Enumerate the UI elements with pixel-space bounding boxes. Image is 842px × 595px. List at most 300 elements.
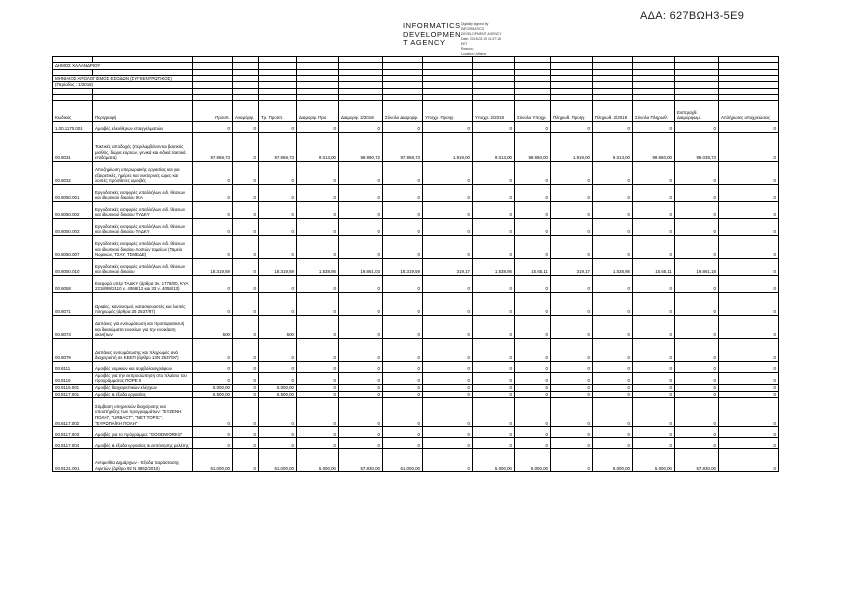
row-value: 0 xyxy=(259,338,297,361)
row-value: 99.950,00 xyxy=(515,132,551,161)
row-value: 0 xyxy=(593,398,633,427)
row-value: 0 xyxy=(633,361,675,372)
row-value: 0 xyxy=(193,201,233,218)
row-value: 0 xyxy=(593,184,633,201)
row-value: 0 xyxy=(633,218,675,235)
row-value: 0 xyxy=(473,218,515,235)
row-value: 0 xyxy=(633,427,675,438)
row-code: 00.8050.003 xyxy=(53,218,93,235)
row-code: 00.8117.002 xyxy=(53,398,93,427)
row-value: 0 xyxy=(193,275,233,292)
row-value: 0 xyxy=(473,201,515,218)
row-value: 5.000,00 xyxy=(297,449,339,472)
row-value: 97.958,73 xyxy=(193,132,233,161)
ada-code: ΑΔΑ: 627ΒΩΗ3-5Ε9 xyxy=(640,10,745,22)
row-value: 0 xyxy=(675,292,719,315)
row-value: 57.830,00 xyxy=(339,449,383,472)
row-value: 0 xyxy=(593,292,633,315)
row-value: 99.038,73 xyxy=(675,132,719,161)
row-value: 0 xyxy=(719,258,779,275)
row-value: 0 xyxy=(193,161,233,184)
row-value: 0 xyxy=(593,361,633,372)
row-value: 0 xyxy=(297,184,339,201)
col-header: Απλήρωτες υποχρεώσεις xyxy=(719,100,779,121)
row-value: 0 xyxy=(193,338,233,361)
row-value: 0 xyxy=(233,201,259,218)
signature-line: Date: 2018.03.19 11:37:18 xyxy=(461,37,501,41)
row-value: 0 xyxy=(423,391,473,398)
row-value: 0 xyxy=(339,338,383,361)
row-description: Εργοδοτικές εισφορές υπαλλήλων ειδ. θέσεων και ιδιωτικού δικαίου xyxy=(93,258,193,275)
row-value: 0 xyxy=(233,438,259,449)
row-value: 0 xyxy=(675,338,719,361)
signature-line: Location: Athens xyxy=(461,52,487,56)
row-value: 0 xyxy=(719,361,779,372)
row-value: 0 xyxy=(719,184,779,201)
row-value: 0 xyxy=(233,398,259,427)
row-value: 0 xyxy=(259,201,297,218)
row-value: 0 xyxy=(633,372,675,384)
row-code: 00.8050.001 xyxy=(53,184,93,201)
row-value: 0 xyxy=(423,315,473,338)
budget-table xyxy=(52,56,779,472)
row-description: Αμοιβές διαχειριστικών ελέγχων xyxy=(93,384,193,391)
table-row xyxy=(53,372,779,384)
col-header: Προϋπ. xyxy=(193,100,233,121)
row-description: Δαπάνες ενσωμάτωσης και πληρωμές ανά διαχειριστή σε ΚΕΕΠ (άρθρο 13Ν 2537/97) xyxy=(93,338,193,361)
row-value: 0 xyxy=(193,361,233,372)
row-value: 0 xyxy=(423,292,473,315)
table-row xyxy=(53,427,779,438)
row-code: 00.8117.001 xyxy=(53,391,93,398)
row-value: 0 xyxy=(551,449,593,472)
row-value: 0 xyxy=(515,391,551,398)
table-row xyxy=(53,218,779,235)
row-value: 0 xyxy=(593,235,633,258)
row-value: 0 xyxy=(719,275,779,292)
row-value: 0 xyxy=(233,384,259,391)
row-value: 0 xyxy=(423,372,473,384)
org-row xyxy=(53,63,779,70)
row-value: 0 xyxy=(339,361,383,372)
row-value: 0 xyxy=(259,361,297,372)
row-value: 0 xyxy=(675,427,719,438)
row-value: 0 xyxy=(633,438,675,449)
col-header: Διαμορφ. Προ xyxy=(297,100,339,121)
row-value: 0 xyxy=(551,184,593,201)
table-row xyxy=(53,361,779,372)
row-value: 0 xyxy=(719,438,779,449)
row-code: 00.8058 xyxy=(53,275,93,292)
row-value: 19.861,03 xyxy=(339,258,383,275)
row-description: Αμοιβές & έξοδα εργασίας xyxy=(93,391,193,398)
row-value: 0 xyxy=(633,184,675,201)
row-value: 0 xyxy=(233,184,259,201)
col-header: Εισπραχθ. Διαμορφωμ. xyxy=(675,100,719,121)
row-value: 0 xyxy=(633,398,675,427)
row-value: 15.65,11 xyxy=(633,258,675,275)
row-description: Δαπάνες για ενσωμάτωση και προπαρασκευή και δικαιώματα ενοικίων για την ενοικίαση ακινήτων xyxy=(93,315,193,338)
row-value: 0 xyxy=(423,121,473,132)
row-value: 0 xyxy=(719,121,779,132)
row-value: 0 xyxy=(473,161,515,184)
row-value: 0 xyxy=(515,398,551,427)
row-value: 0 xyxy=(233,427,259,438)
row-value: 0 xyxy=(551,427,593,438)
row-value: 0 xyxy=(473,384,515,391)
row-value: 0 xyxy=(339,218,383,235)
row-value: 0 xyxy=(297,398,339,427)
row-value: 0 xyxy=(383,398,423,427)
col-header: Πληρωθ. 2/2018 xyxy=(593,100,633,121)
table-row xyxy=(53,449,779,472)
row-value: 5.500,00 xyxy=(193,391,233,398)
row-value: 0 xyxy=(259,161,297,184)
row-value: 0 xyxy=(233,391,259,398)
row-value: 0 xyxy=(193,235,233,258)
row-value: 19.861,18 xyxy=(675,258,719,275)
row-value: 5.500,00 xyxy=(259,391,297,398)
row-value: 0 xyxy=(719,384,779,391)
row-value: 0 xyxy=(297,235,339,258)
row-value: 0 xyxy=(383,275,423,292)
row-value: 0 xyxy=(193,427,233,438)
row-value: 500 xyxy=(193,315,233,338)
row-value: 0 xyxy=(339,384,383,391)
row-value: 0 xyxy=(515,184,551,201)
row-value: 18.319,59 xyxy=(383,258,423,275)
table-row xyxy=(53,398,779,427)
row-value: 0 xyxy=(593,315,633,338)
row-value: 0 xyxy=(423,201,473,218)
table-row xyxy=(53,201,779,218)
row-value: 319,17 xyxy=(423,258,473,275)
agency-line: INFORMATICS xyxy=(403,21,461,30)
row-value: 0 xyxy=(423,384,473,391)
header-row xyxy=(53,100,779,121)
row-code: 00.8079 xyxy=(53,338,93,361)
row-value: 9.013,00 xyxy=(297,132,339,161)
row-value: 0 xyxy=(259,438,297,449)
table-row xyxy=(53,132,779,161)
row-value: 0 xyxy=(551,398,593,427)
row-value: 0 xyxy=(297,438,339,449)
row-value: 0 xyxy=(383,438,423,449)
row-value: 0 xyxy=(297,275,339,292)
row-value: 0 xyxy=(259,218,297,235)
row-value: 0 xyxy=(473,184,515,201)
row-value: 0 xyxy=(551,161,593,184)
row-value: 0 xyxy=(423,449,473,472)
row-value: 0 xyxy=(593,201,633,218)
row-value: 0 xyxy=(593,338,633,361)
signature-line: Reason: xyxy=(461,47,474,51)
row-value: 0 xyxy=(193,292,233,315)
row-value: 0 xyxy=(339,121,383,132)
signature-line: DEVELOPMENT AGENCY xyxy=(461,32,502,36)
row-value: 0 xyxy=(233,338,259,361)
row-value: 0 xyxy=(339,184,383,201)
row-value: 0 xyxy=(515,201,551,218)
row-value: 0 xyxy=(719,201,779,218)
row-value: 0 xyxy=(383,391,423,398)
row-value: 0 xyxy=(675,218,719,235)
row-value: 0 xyxy=(423,438,473,449)
row-value: 0 xyxy=(719,449,779,472)
row-value: 0 xyxy=(233,315,259,338)
row-value: 0 xyxy=(233,449,259,472)
table-row xyxy=(53,384,779,391)
row-value: 0 xyxy=(675,315,719,338)
row-value: 0 xyxy=(551,391,593,398)
row-description: Αμοιβές για την εκπροσώπηση στο πλαίσιο του προγράμματος ΠΟΡΕ ΙΙ xyxy=(93,372,193,384)
row-value: 0 xyxy=(383,292,423,315)
row-description: Σύμβαση υπηρεσιών διαχείρισης και υποστήριξης των προγραμμάτων: "ΕΥΖΕΝΗ ΠΟΛΗ", "URBACT", "NET TOPIC", "ΕΥΡΩΠΑΪΚΗ ΠΟΛΗ" xyxy=(93,398,193,427)
row-value: 61.000,00 xyxy=(383,449,423,472)
row-value: 15.65,11 xyxy=(515,258,551,275)
row-value: 0 xyxy=(515,338,551,361)
row-value: 0 xyxy=(297,161,339,184)
row-value: 0 xyxy=(633,384,675,391)
row-value: 0 xyxy=(593,384,633,391)
row-value: 0 xyxy=(593,218,633,235)
row-value: 0 xyxy=(551,438,593,449)
row-value: 0 xyxy=(339,315,383,338)
row-value: 0 xyxy=(297,201,339,218)
col-header: Πληρωθ. Προηγ. xyxy=(551,100,593,121)
row-value: 0 xyxy=(297,372,339,384)
row-value: 0 xyxy=(423,361,473,372)
row-value: 0 xyxy=(593,438,633,449)
row-value: 0 xyxy=(383,372,423,384)
row-code: 00.8115.001 xyxy=(53,384,93,391)
row-value: 0 xyxy=(551,235,593,258)
row-value: 1.538,95 xyxy=(593,258,633,275)
row-value: 0 xyxy=(675,391,719,398)
row-value: 0 xyxy=(719,372,779,384)
row-value: 0 xyxy=(675,201,719,218)
row-value: 0 xyxy=(383,361,423,372)
report-period: (Περίοδος : 1/2018) xyxy=(53,82,193,89)
row-value: 0 xyxy=(719,338,779,361)
row-value: 0 xyxy=(339,398,383,427)
row-value: 99.990,72 xyxy=(339,132,383,161)
row-value: 0 xyxy=(719,427,779,438)
row-value: 0 xyxy=(593,275,633,292)
row-value: 0 xyxy=(719,132,779,161)
row-description: Εισφορά υπέρ ΤΑΔΚΥ (άρθρα 3ν. 1778/00, ΚΥΑ 2218/99/2110 ν. 4068/12 και 33 ν. 4058/13) xyxy=(93,275,193,292)
table-row xyxy=(53,315,779,338)
table-row xyxy=(53,438,779,449)
row-value: 0 xyxy=(233,275,259,292)
row-value: 0 xyxy=(473,235,515,258)
row-value: 0 xyxy=(515,275,551,292)
col-header: Διαμορφ. 2/2018 xyxy=(339,100,383,121)
row-value: 0 xyxy=(551,201,593,218)
row-code: 00.8111 xyxy=(53,361,93,372)
row-value: 0 xyxy=(233,218,259,235)
row-value: 0 xyxy=(259,121,297,132)
row-value: 0 xyxy=(233,132,259,161)
row-value: 0 xyxy=(515,121,551,132)
row-value: 0 xyxy=(423,184,473,201)
row-value: 0 xyxy=(675,184,719,201)
row-code: 00.8121.001 xyxy=(53,449,93,472)
col-header: Τρ. Προϋπ. xyxy=(259,100,297,121)
row-value: 1.538,95 xyxy=(473,258,515,275)
row-value: 0 xyxy=(383,235,423,258)
row-value: 5.000,00 xyxy=(259,384,297,391)
row-value: 0 xyxy=(633,391,675,398)
row-value: 0 xyxy=(675,361,719,372)
row-value: 0 xyxy=(473,361,515,372)
col-header: Αναμόρφ. xyxy=(233,100,259,121)
row-value: 0 xyxy=(259,235,297,258)
row-value: 5.000,00 xyxy=(593,449,633,472)
row-description: Αμοιβές για το πρόγραμμα: "GOODWORKS" xyxy=(93,427,193,438)
row-value: 0 xyxy=(339,438,383,449)
col-header: Σύνολο Υποχρ. xyxy=(515,100,551,121)
row-value: 0 xyxy=(719,398,779,427)
row-value: 0 xyxy=(675,372,719,384)
row-value: 0 xyxy=(193,372,233,384)
row-value: 18.319,59 xyxy=(193,258,233,275)
row-value: 0 xyxy=(383,121,423,132)
row-value: 0 xyxy=(633,338,675,361)
row-value: 57.830,00 xyxy=(675,449,719,472)
row-value: 0 xyxy=(551,384,593,391)
row-value: 0 xyxy=(259,398,297,427)
row-value: 0 xyxy=(675,398,719,427)
agency-line: T AGENCY xyxy=(403,38,446,47)
row-value: 0 xyxy=(633,315,675,338)
row-description: Τακτικές αποδοχές (περιλαμβάνονται βασικός μισθός, δώρα εορτών, γενικά και ειδικά τακτικά επιδόματα) xyxy=(93,132,193,161)
row-value: 0 xyxy=(593,161,633,184)
row-value: 0 xyxy=(473,292,515,315)
table-row xyxy=(53,338,779,361)
row-value: 319,17 xyxy=(551,258,593,275)
row-value: 0 xyxy=(719,315,779,338)
row-value: 0 xyxy=(473,372,515,384)
row-value: 99.950,00 xyxy=(633,132,675,161)
row-description: Εργοδοτικές εισφορές υπαλλήλων ειδ. θέσεων και ιδιωτικού δικαίου ΤΥΔΚΥ xyxy=(93,201,193,218)
row-value: 0 xyxy=(193,184,233,201)
row-value: 0 xyxy=(339,201,383,218)
row-value: 0 xyxy=(719,391,779,398)
row-value: 0 xyxy=(515,372,551,384)
row-value: 0 xyxy=(259,184,297,201)
col-header: Κωδικός xyxy=(53,100,93,121)
org-name: ΔΗΜΟΣ ΧΑΛΑΝΔΡΙΟΥ xyxy=(53,63,193,70)
row-description: Εργοδοτικές εισφορές υπαλλήλων ειδ. θέσεων και ιδιωτικού δικαίου ΙΚΑ xyxy=(93,184,193,201)
row-value: 0 xyxy=(193,438,233,449)
row-value: 0 xyxy=(551,361,593,372)
table-body xyxy=(53,57,779,472)
row-value: 0 xyxy=(233,121,259,132)
row-value: 0 xyxy=(633,201,675,218)
row-value: 0 xyxy=(297,361,339,372)
digital-signature xyxy=(461,22,523,57)
row-value: 0 xyxy=(423,161,473,184)
row-value: 0 xyxy=(193,121,233,132)
row-value: 0 xyxy=(593,121,633,132)
row-code: 00.8050.002 xyxy=(53,201,93,218)
table-row xyxy=(53,121,779,132)
row-value: 5.000,00 xyxy=(473,449,515,472)
row-value: 1.919,00 xyxy=(423,132,473,161)
row-value: 0 xyxy=(339,427,383,438)
row-value: 0 xyxy=(473,315,515,338)
report-title: ΜΗΝΙΑΙΟΣ ΑΠΟΛΟΓΙΣΜΟΣ ΕΣΟΔΩΝ (ΣΥΓΚΕΝΤΡΩΤΙΚΟΣ) xyxy=(53,75,193,82)
row-value: 0 xyxy=(297,315,339,338)
row-code: 00.8050.007 xyxy=(53,235,93,258)
row-value: 0 xyxy=(297,338,339,361)
row-value: 0 xyxy=(383,161,423,184)
row-value: 0 xyxy=(551,218,593,235)
row-value: 0 xyxy=(423,275,473,292)
row-value: 5.000,00 xyxy=(633,449,675,472)
row-code: 00.8031 xyxy=(53,132,93,161)
signature-line: EET xyxy=(461,42,468,46)
row-value: 0 xyxy=(675,438,719,449)
row-value: 500 xyxy=(259,315,297,338)
row-code: 1.00.1170.001 xyxy=(53,121,93,132)
row-value: 5.000,00 xyxy=(515,449,551,472)
row-value: 0 xyxy=(233,372,259,384)
row-value: 0 xyxy=(719,161,779,184)
row-value: 0 xyxy=(675,161,719,184)
signature-line: INFORMATICS xyxy=(461,27,485,31)
row-value: 0 xyxy=(383,218,423,235)
agency-line: DEVELOPMEN xyxy=(403,29,462,39)
row-value: 0 xyxy=(233,258,259,275)
row-value: 0 xyxy=(515,235,551,258)
row-value: 0 xyxy=(473,391,515,398)
report-row xyxy=(53,75,779,82)
row-value: 0 xyxy=(423,235,473,258)
row-value: 0 xyxy=(339,372,383,384)
row-value: 0 xyxy=(297,218,339,235)
row-value: 0 xyxy=(423,427,473,438)
row-value: 0 xyxy=(383,384,423,391)
row-value: 0 xyxy=(551,372,593,384)
row-value: 0 xyxy=(259,275,297,292)
col-header: Σύνολο Πληρωθ. xyxy=(633,100,675,121)
row-value: 0 xyxy=(633,235,675,258)
row-value: 0 xyxy=(633,292,675,315)
row-value: 0 xyxy=(515,384,551,391)
row-value: 1.538,95 xyxy=(297,258,339,275)
row-code: 00.8032 xyxy=(53,161,93,184)
row-value: 0 xyxy=(339,275,383,292)
row-value: 0 xyxy=(383,184,423,201)
row-description: Αμοιβές ελευθέρων επαγγελματιών xyxy=(93,121,193,132)
row-value: 0 xyxy=(515,438,551,449)
row-description: Ωριαίες, κανονισμοί, κατασκευαστές και λοιπές πληρωμές (άρθρα 25 2537/97) xyxy=(93,292,193,315)
row-code: 00.8117.004 xyxy=(53,438,93,449)
row-description: Αντιμισθία Δημάρχων - Έξοδα παράστασης Αιρετών (άρθρο 92 Ν 3852/2010) xyxy=(93,449,193,472)
table-row xyxy=(53,292,779,315)
row-value: 0 xyxy=(339,161,383,184)
row-code: 00.8073 xyxy=(53,315,93,338)
table-row xyxy=(53,275,779,292)
row-value: 0 xyxy=(473,121,515,132)
row-value: 0 xyxy=(339,292,383,315)
row-value: 0 xyxy=(551,315,593,338)
row-value: 0 xyxy=(339,235,383,258)
row-value: 0 xyxy=(633,275,675,292)
row-value: 0 xyxy=(383,427,423,438)
